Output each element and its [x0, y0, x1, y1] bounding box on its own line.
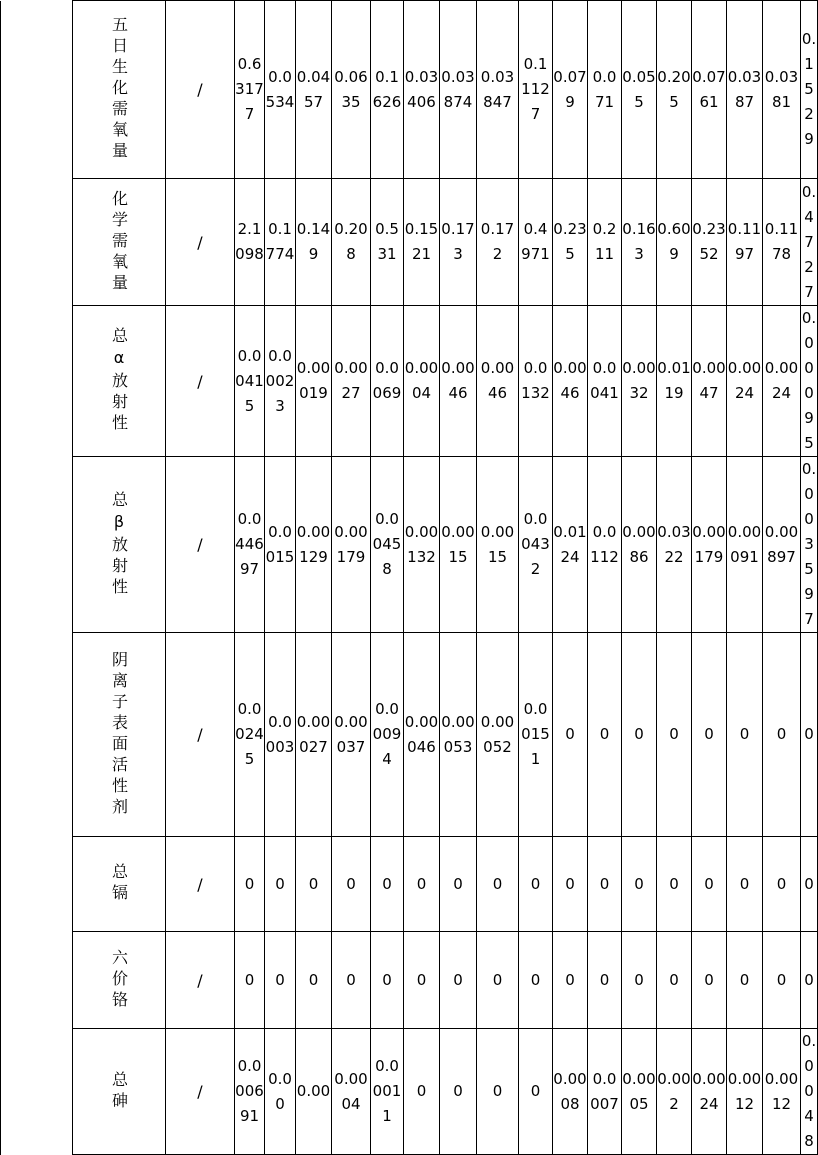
value-cell: 0.03406 — [404, 1, 440, 179]
value-cell: 0 — [657, 932, 692, 1029]
value-cell: 0.0046 — [440, 306, 477, 457]
value-cell: 0 — [332, 837, 371, 932]
value-cell: 0.00129 — [296, 457, 332, 633]
value-cell: 0.0047 — [692, 306, 727, 457]
value-cell: 0.00132 — [404, 457, 440, 633]
value-cell: 0 — [265, 932, 296, 1029]
value-cell: 0.172 — [477, 179, 519, 306]
value-cell: 0.03847 — [477, 1, 519, 179]
value-cell: 0.00415 — [235, 306, 265, 457]
value-cell: 0.00027 — [296, 633, 332, 837]
value-cell: 0.00019 — [296, 306, 332, 457]
value-cell: 0 — [692, 837, 727, 932]
value-cell: 0 — [657, 837, 692, 932]
value-cell: 0.00053 — [440, 633, 477, 837]
value-cell: 0 — [727, 633, 763, 837]
value-cell: 0.205 — [657, 1, 692, 179]
value-cell: 0 — [440, 1029, 477, 1155]
value-cell: 0.00095 — [801, 306, 818, 457]
value-cell: 0 — [763, 932, 801, 1029]
value-cell: 0.00094 — [371, 633, 404, 837]
value-cell: 0 — [801, 932, 818, 1029]
value-cell: 0.0024 — [763, 306, 801, 457]
value-cell: 0.1178 — [763, 179, 801, 306]
value-cell: 0.00011 — [371, 1029, 404, 1155]
value-cell: 0.0132 — [519, 306, 553, 457]
unit-cell: / — [166, 179, 235, 306]
value-cell: 0.149 — [296, 179, 332, 306]
unit-cell: / — [166, 1029, 235, 1155]
value-cell: 0 — [477, 837, 519, 932]
value-cell: 0.0086 — [622, 457, 657, 633]
value-cell: 0.00052 — [477, 633, 519, 837]
value-cell: 0 — [371, 932, 404, 1029]
value-cell: 0 — [371, 837, 404, 932]
value-cell: 0.002 — [657, 1029, 692, 1155]
value-cell: 0.003597 — [801, 457, 818, 633]
unit-cell: / — [166, 457, 235, 633]
value-cell: 2.1098 — [235, 179, 265, 306]
value-cell: 0.000691 — [235, 1029, 265, 1155]
value-cell: 0 — [763, 837, 801, 932]
table-row — [1, 837, 818, 932]
value-cell: 0.63177 — [235, 1, 265, 179]
value-cell: 0.211 — [588, 179, 622, 306]
value-cell: 0.0008 — [553, 1029, 588, 1155]
value-cell: 0 — [404, 932, 440, 1029]
value-cell: 0.071 — [588, 1, 622, 179]
row-label: 化学需氧量 — [73, 179, 166, 306]
value-cell: 0 — [801, 633, 818, 837]
value-cell: 0.0457 — [296, 1, 332, 179]
unit-cell: / — [166, 633, 235, 837]
value-cell: 0 — [692, 633, 727, 837]
value-cell: 0.0032 — [622, 306, 657, 457]
value-cell: 0 — [553, 837, 588, 932]
value-cell: 0.00179 — [332, 457, 371, 633]
table-row — [1, 1, 818, 179]
value-cell: 0.173 — [440, 179, 477, 306]
table-row — [1, 306, 818, 457]
value-cell: 0.11127 — [519, 1, 553, 179]
row-label: 总砷 — [73, 1029, 166, 1155]
value-cell: 0 — [519, 1029, 553, 1155]
value-cell: 0.055 — [622, 1, 657, 179]
value-cell: 0 — [588, 633, 622, 837]
value-cell: 0.0048 — [801, 1029, 818, 1155]
value-cell: 0.4971 — [519, 179, 553, 306]
value-cell: 0.0322 — [657, 457, 692, 633]
value-cell: 0 — [553, 633, 588, 837]
value-cell: 0.163 — [622, 179, 657, 306]
value-cell: 0 — [553, 932, 588, 1029]
value-cell: 0 — [477, 1029, 519, 1155]
value-cell: 0 — [588, 932, 622, 1029]
value-cell: 0.00179 — [692, 457, 727, 633]
value-cell: 0.1774 — [265, 179, 296, 306]
value-cell: 0.531 — [371, 179, 404, 306]
value-cell: 0.0046 — [477, 306, 519, 457]
value-cell: 0.00023 — [265, 306, 296, 457]
value-cell: 0.609 — [657, 179, 692, 306]
left-merged-cell — [1, 1, 73, 1155]
unit-cell: / — [166, 932, 235, 1029]
table-row — [1, 457, 818, 633]
value-cell: 0 — [404, 837, 440, 932]
value-cell: 0.2352 — [692, 179, 727, 306]
value-cell: 0 — [296, 837, 332, 932]
value-cell: 0.0015 — [477, 457, 519, 633]
value-cell: 0 — [235, 932, 265, 1029]
value-cell: 0.0534 — [265, 1, 296, 179]
value-cell: 0.03874 — [440, 1, 477, 179]
value-cell: 0 — [332, 932, 371, 1029]
value-cell: 0.1626 — [371, 1, 404, 179]
value-cell: 0.00151 — [519, 633, 553, 837]
value-cell: 0.0046 — [553, 306, 588, 457]
unit-cell: / — [166, 837, 235, 932]
table-row — [1, 633, 818, 837]
unit-cell: / — [166, 306, 235, 457]
row-label: 总镉 — [73, 837, 166, 932]
value-cell: 0 — [727, 932, 763, 1029]
table-row — [1, 1029, 818, 1155]
value-cell: 0.00432 — [519, 457, 553, 633]
value-cell: 0 — [801, 837, 818, 932]
value-cell: 0.0004 — [332, 1029, 371, 1155]
value-cell: 0.0005 — [622, 1029, 657, 1155]
value-cell: 0.1521 — [404, 179, 440, 306]
value-cell: 0.00458 — [371, 457, 404, 633]
value-cell: 0 — [440, 932, 477, 1029]
value-cell: 0.0041 — [588, 306, 622, 457]
value-cell: 0.0015 — [265, 457, 296, 633]
value-cell: 0.0069 — [371, 306, 404, 457]
value-cell: 0.0024 — [727, 306, 763, 457]
value-cell: 0 — [588, 837, 622, 932]
value-cell: 0.044697 — [235, 457, 265, 633]
value-cell: 0.00245 — [235, 633, 265, 837]
value-cell: 0.00 — [265, 1029, 296, 1155]
value-cell: 0 — [657, 633, 692, 837]
value-cell: 0.0024 — [692, 1029, 727, 1155]
value-cell: 0.00897 — [763, 457, 801, 633]
value-cell: 0.0381 — [763, 1, 801, 179]
row-label: 五日生化需氧量 — [73, 1, 166, 179]
value-cell: 0 — [296, 932, 332, 1029]
value-cell: 0 — [265, 837, 296, 932]
value-cell: 0.0124 — [553, 457, 588, 633]
value-cell: 0.0112 — [588, 457, 622, 633]
table-row — [1, 179, 818, 306]
row-label: 总α放射性 — [73, 306, 166, 457]
value-cell: 0.0012 — [763, 1029, 801, 1155]
value-cell: 0 — [622, 633, 657, 837]
value-cell: 0 — [519, 932, 553, 1029]
value-cell: 0.1197 — [727, 179, 763, 306]
value-cell: 0.1529 — [801, 1, 818, 179]
value-cell: 0.0761 — [692, 1, 727, 179]
unit-cell: / — [166, 1, 235, 179]
value-cell: 0.00091 — [727, 457, 763, 633]
row-label: 六价铬 — [73, 932, 166, 1029]
value-cell: 0 — [235, 837, 265, 932]
value-cell: 0 — [763, 633, 801, 837]
value-cell: 0.079 — [553, 1, 588, 179]
value-cell: 0.0015 — [440, 457, 477, 633]
value-cell: 0.4727 — [801, 179, 818, 306]
row-label: 总β放射性 — [73, 457, 166, 633]
value-cell: 0.208 — [332, 179, 371, 306]
value-cell: 0.0635 — [332, 1, 371, 179]
row-label: 阴离子表面活性剂 — [73, 633, 166, 837]
value-cell: 0.00 — [296, 1029, 332, 1155]
value-cell: 0.235 — [553, 179, 588, 306]
value-cell: 0.00046 — [404, 633, 440, 837]
value-cell: 0 — [622, 932, 657, 1029]
value-cell: 0.0003 — [265, 633, 296, 837]
value-cell: 0.00037 — [332, 633, 371, 837]
value-cell: 0.0004 — [404, 306, 440, 457]
value-cell: 0.0012 — [727, 1029, 763, 1155]
value-cell: 0 — [404, 1029, 440, 1155]
value-cell: 0.0027 — [332, 306, 371, 457]
value-cell: 0 — [692, 932, 727, 1029]
value-cell: 0 — [477, 932, 519, 1029]
value-cell: 0 — [622, 837, 657, 932]
value-cell: 0.0007 — [588, 1029, 622, 1155]
table-row — [1, 932, 818, 1029]
value-cell: 0.0387 — [727, 1, 763, 179]
value-cell: 0 — [519, 837, 553, 932]
value-cell: 0 — [440, 837, 477, 932]
value-cell: 0 — [727, 837, 763, 932]
value-cell: 0.0119 — [657, 306, 692, 457]
